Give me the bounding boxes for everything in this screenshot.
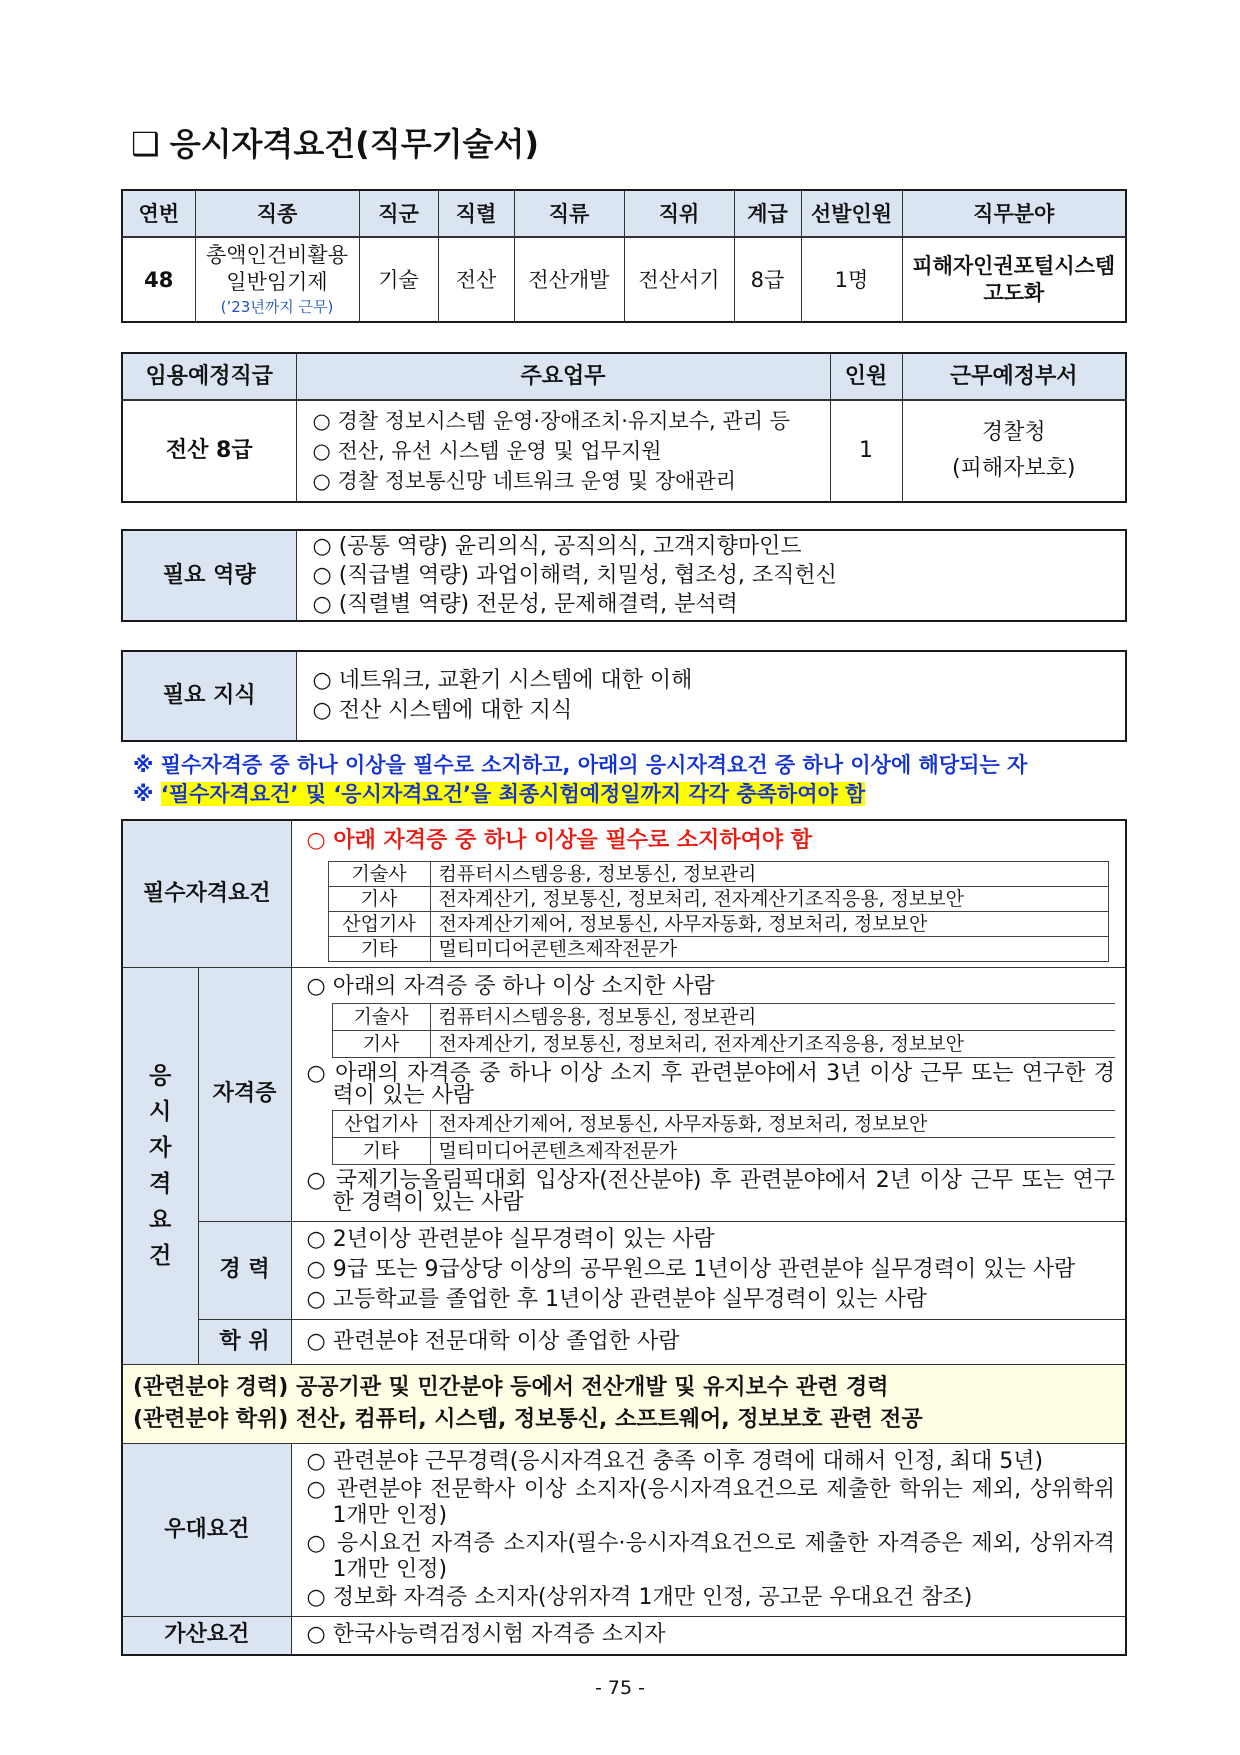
job-type-cell xyxy=(195,237,359,322)
mandatory-instruction: ○ 아래 자격증 중 하나 이상을 필수로 소지하여야 함 xyxy=(306,828,813,854)
competency-table xyxy=(121,529,1127,622)
cert-row xyxy=(332,1004,1115,1031)
bonus-item: ○ 한국사능력검정시험 자격증 소지자 xyxy=(306,1622,666,1648)
related-field-row xyxy=(122,1364,1126,1443)
headcount-cell: 1명 xyxy=(801,237,902,322)
related-field-content xyxy=(122,1364,1126,1443)
eligibility-label-text: 응시자격요건 xyxy=(149,1062,172,1269)
career-row xyxy=(122,1221,1126,1319)
cert-row xyxy=(332,1111,1115,1138)
degree-item: ○ 관련분야 전문대학 이상 졸업한 사람 xyxy=(306,1328,680,1354)
header-job-position: 직위 xyxy=(624,190,734,237)
knowledge-item: ○ 전산 시스템에 대한 지식 xyxy=(312,698,573,723)
bonus-list xyxy=(307,1617,1116,1654)
cert-row xyxy=(328,937,1108,962)
mandatory-cert-table xyxy=(328,861,1109,962)
bonus-row xyxy=(122,1616,1126,1655)
job-field-line: 피해자인권포털시스템 xyxy=(912,253,1116,278)
header-job-field: 직무분야 xyxy=(902,190,1126,237)
appointment-grade-cell: 전산 8급 xyxy=(122,400,296,502)
certificate-item: ○ 국제기능올림픽대회 입상자(전산분야) 후 관련분야에서 2년 이상 근무 또는 연구한 경력이 있는 사람 xyxy=(306,1168,1116,1215)
competency-content xyxy=(296,530,1126,621)
competency-item: ○ (공통 역량) 윤리의식, 공직의식, 고객지향마인드 xyxy=(312,534,802,559)
knowledge-item: ○ 네트워크, 교환기 시스템에 대한 이해 xyxy=(312,668,693,693)
cert-names: 전자계산기제어, 정보통신, 사무자동화, 정보처리, 정보보안 xyxy=(430,912,1108,937)
job-position-cell: 전산서기 xyxy=(624,237,734,322)
certificate-box xyxy=(307,968,1116,1220)
related-degree-line: (관련분야 학위) 전산, 컴퓨터, 시스템, 정보통신, 소프트웨어, 정보보호 관련 전공 xyxy=(133,1406,923,1432)
certificate-table-1 xyxy=(332,1003,1116,1058)
competency-item: ○ (직급별 역량) 과업이해력, 치밀성, 협조성, 조직헌신 xyxy=(312,563,837,588)
header-headcount: 선발인원 xyxy=(801,190,902,237)
preferred-item: ○ 관련분야 전문학사 이상 소지자(응시자격요건으로 제출한 학위는 제외, 상위학위 1개만 인정) xyxy=(306,1476,1116,1528)
duty-item: ○ 경찰 정보통신망 네트워크 운영 및 장애관리 xyxy=(312,469,737,493)
note-2-highlight: ‘필수자격요건’ 및 ‘응시자격요건’을 최종시험예정일까지 각각 충족하여야 함 xyxy=(160,782,866,806)
job-field-line: 고도화 xyxy=(983,280,1045,305)
header-job-series: 직렬 xyxy=(438,190,514,237)
cert-row xyxy=(328,887,1108,912)
certificate-item: ○ 아래의 자격증 중 하나 이상 소지한 사람 xyxy=(306,974,715,999)
department-cell xyxy=(902,400,1126,502)
job-class-cell: 전산개발 xyxy=(514,237,624,322)
cert-level: 기사 xyxy=(332,1031,430,1058)
certificate-table-2 xyxy=(332,1110,1116,1165)
requirement-note-1: ※ 필수자격증 중 하나 이상을 필수로 소지하고, 아래의 응시자격요건 중 하나 이상에 해당되는 자 xyxy=(133,753,1028,777)
cert-level: 기타 xyxy=(332,1138,430,1165)
header-grade: 계급 xyxy=(734,190,801,237)
main-duties-list xyxy=(313,401,820,501)
certificate-item: ○ 아래의 자격증 중 하나 이상 소지 후 관련분야에서 3년 이상 근무 또는 연구한 경력이 있는 사람 xyxy=(306,1061,1116,1108)
certificate-row xyxy=(122,967,1126,1221)
header-job-class: 직류 xyxy=(514,190,624,237)
personnel-cell: 1 xyxy=(830,400,902,502)
section-title xyxy=(131,122,539,166)
related-field-box xyxy=(133,1365,1115,1442)
cert-names: 전자계산기, 정보통신, 정보처리, 전자계산기조직응용, 정보보안 xyxy=(430,1031,1115,1058)
header-job-group: 직군 xyxy=(359,190,438,237)
career-item: ○ 2년이상 관련분야 실무경력이 있는 사람 xyxy=(306,1227,715,1252)
competency-label: 필요 역량 xyxy=(122,530,296,621)
header-main-duties: 주요업무 xyxy=(296,353,830,400)
career-content xyxy=(291,1221,1126,1319)
competency-list xyxy=(313,531,1116,620)
certificate-content xyxy=(291,967,1126,1221)
duty-item: ○ 경찰 정보시스템 운영·장애조치·유지보수, 관리 등 xyxy=(312,409,790,433)
preferred-item: ○ 응시요건 자격증 소지자(필수·응시자격요건으로 제출한 자격증은 제외, 상위자격 1개만 인정) xyxy=(306,1530,1116,1582)
cert-names: 멀티미디어콘텐츠제작전문가 xyxy=(430,937,1108,962)
competency-item: ○ (직렬별 역량) 전문성, 문제해결력, 분석력 xyxy=(312,592,738,617)
knowledge-table xyxy=(121,650,1127,742)
job-type-box xyxy=(198,238,357,321)
department-line: (피해자보호) xyxy=(952,456,1076,481)
career-item: ○ 9급 또는 9급상당 이상의 공무원으로 1년이상 관련분야 실무경력이 있는 사람 xyxy=(306,1257,1076,1282)
position-table-header-row xyxy=(122,190,1126,237)
serial-number-cell: 48 xyxy=(122,237,195,322)
job-type-note: (’23년까지 근무) xyxy=(220,297,334,316)
degree-label: 학 위 xyxy=(198,1319,291,1364)
position-table-row xyxy=(122,237,1126,322)
position-info-table xyxy=(121,189,1127,323)
grade-cell: 8급 xyxy=(734,237,801,322)
preferred-list xyxy=(307,1444,1116,1615)
preferred-item: ○ 정보화 자격증 소지자(상위자격 1개만 인정, 공고문 우대요건 참조) xyxy=(306,1584,973,1610)
job-field-cell xyxy=(902,237,1126,322)
cert-level: 기술사 xyxy=(328,862,430,887)
cert-row xyxy=(332,1031,1115,1058)
header-personnel: 인원 xyxy=(830,353,902,400)
cert-level: 기사 xyxy=(328,887,430,912)
knowledge-content xyxy=(296,651,1126,741)
bonus-content xyxy=(291,1616,1126,1655)
preferred-content xyxy=(291,1443,1126,1616)
header-department: 근무예정부서 xyxy=(902,353,1126,400)
main-duties-cell xyxy=(296,400,830,502)
square-bullet-icon: ❑ xyxy=(131,125,160,163)
mandatory-row xyxy=(122,820,1126,967)
bonus-label: 가산요건 xyxy=(122,1616,291,1655)
duties-table xyxy=(121,352,1127,503)
cert-names: 전자계산기, 정보통신, 정보처리, 전자계산기조직응용, 정보보안 xyxy=(430,887,1108,912)
career-label: 경 력 xyxy=(198,1221,291,1319)
section-title-text: 응시자격요건(직무기술서) xyxy=(169,125,539,163)
related-career-line: (관련분야 경력) 공공기관 및 민간분야 등에서 전산개발 및 유지보수 관련 경력 xyxy=(133,1374,889,1400)
cert-level: 기타 xyxy=(328,937,430,962)
header-serial-number: 연번 xyxy=(122,190,195,237)
page-number: - 75 - xyxy=(595,1677,645,1699)
career-item: ○ 고등학교를 졸업한 후 1년이상 관련분야 실무경력이 있는 사람 xyxy=(306,1287,927,1312)
duty-item: ○ 전산, 유선 시스템 운영 및 업무지원 xyxy=(312,439,662,463)
header-appointment-grade: 임용예정직급 xyxy=(122,353,296,400)
note-2-prefix: ※ xyxy=(133,782,161,806)
cert-names: 멀티미디어콘텐츠제작전문가 xyxy=(430,1138,1115,1165)
mandatory-label: 필수자격요건 xyxy=(122,820,291,967)
cert-level: 산업기사 xyxy=(332,1111,430,1138)
cert-names: 컴퓨터시스템응용, 정보통신, 정보관리 xyxy=(430,1004,1115,1031)
eligibility-label xyxy=(122,967,198,1364)
department-line: 경찰청 xyxy=(981,420,1046,445)
mandatory-box xyxy=(307,821,1110,966)
preferred-row xyxy=(122,1443,1126,1616)
preferred-item: ○ 관련분야 근무경력(응시자격요건 충족 이후 경력에 대해서 인정, 최대 5년) xyxy=(306,1448,1044,1474)
mandatory-content xyxy=(291,820,1126,967)
knowledge-list xyxy=(313,652,1116,740)
cert-row xyxy=(332,1138,1115,1165)
degree-row xyxy=(122,1319,1126,1364)
job-type-line: 일반임기제 xyxy=(226,269,328,294)
job-type-line: 총액인건비활용 xyxy=(205,242,348,267)
cert-row xyxy=(328,862,1108,887)
cert-level: 산업기사 xyxy=(328,912,430,937)
duties-table-row xyxy=(122,400,1126,502)
degree-content xyxy=(291,1319,1126,1364)
knowledge-row xyxy=(122,651,1126,741)
job-series-cell: 전산 xyxy=(438,237,514,322)
cert-row xyxy=(328,912,1108,937)
cert-names: 컴퓨터시스템응용, 정보통신, 정보관리 xyxy=(430,862,1108,887)
job-group-cell: 기술 xyxy=(359,237,438,322)
cert-level: 기술사 xyxy=(332,1004,430,1031)
duties-table-header-row xyxy=(122,353,1126,400)
header-job-type: 직종 xyxy=(195,190,359,237)
preferred-label: 우대요건 xyxy=(122,1443,291,1616)
knowledge-label: 필요 지식 xyxy=(122,651,296,741)
certificate-label: 자격증 xyxy=(198,967,291,1221)
competency-row xyxy=(122,530,1126,621)
degree-list xyxy=(307,1320,1116,1363)
cert-names: 전자계산기제어, 정보통신, 사무자동화, 정보처리, 정보보안 xyxy=(430,1111,1115,1138)
requirement-note-2 xyxy=(133,781,1123,808)
career-list xyxy=(307,1222,1116,1318)
requirements-table xyxy=(121,819,1127,1656)
